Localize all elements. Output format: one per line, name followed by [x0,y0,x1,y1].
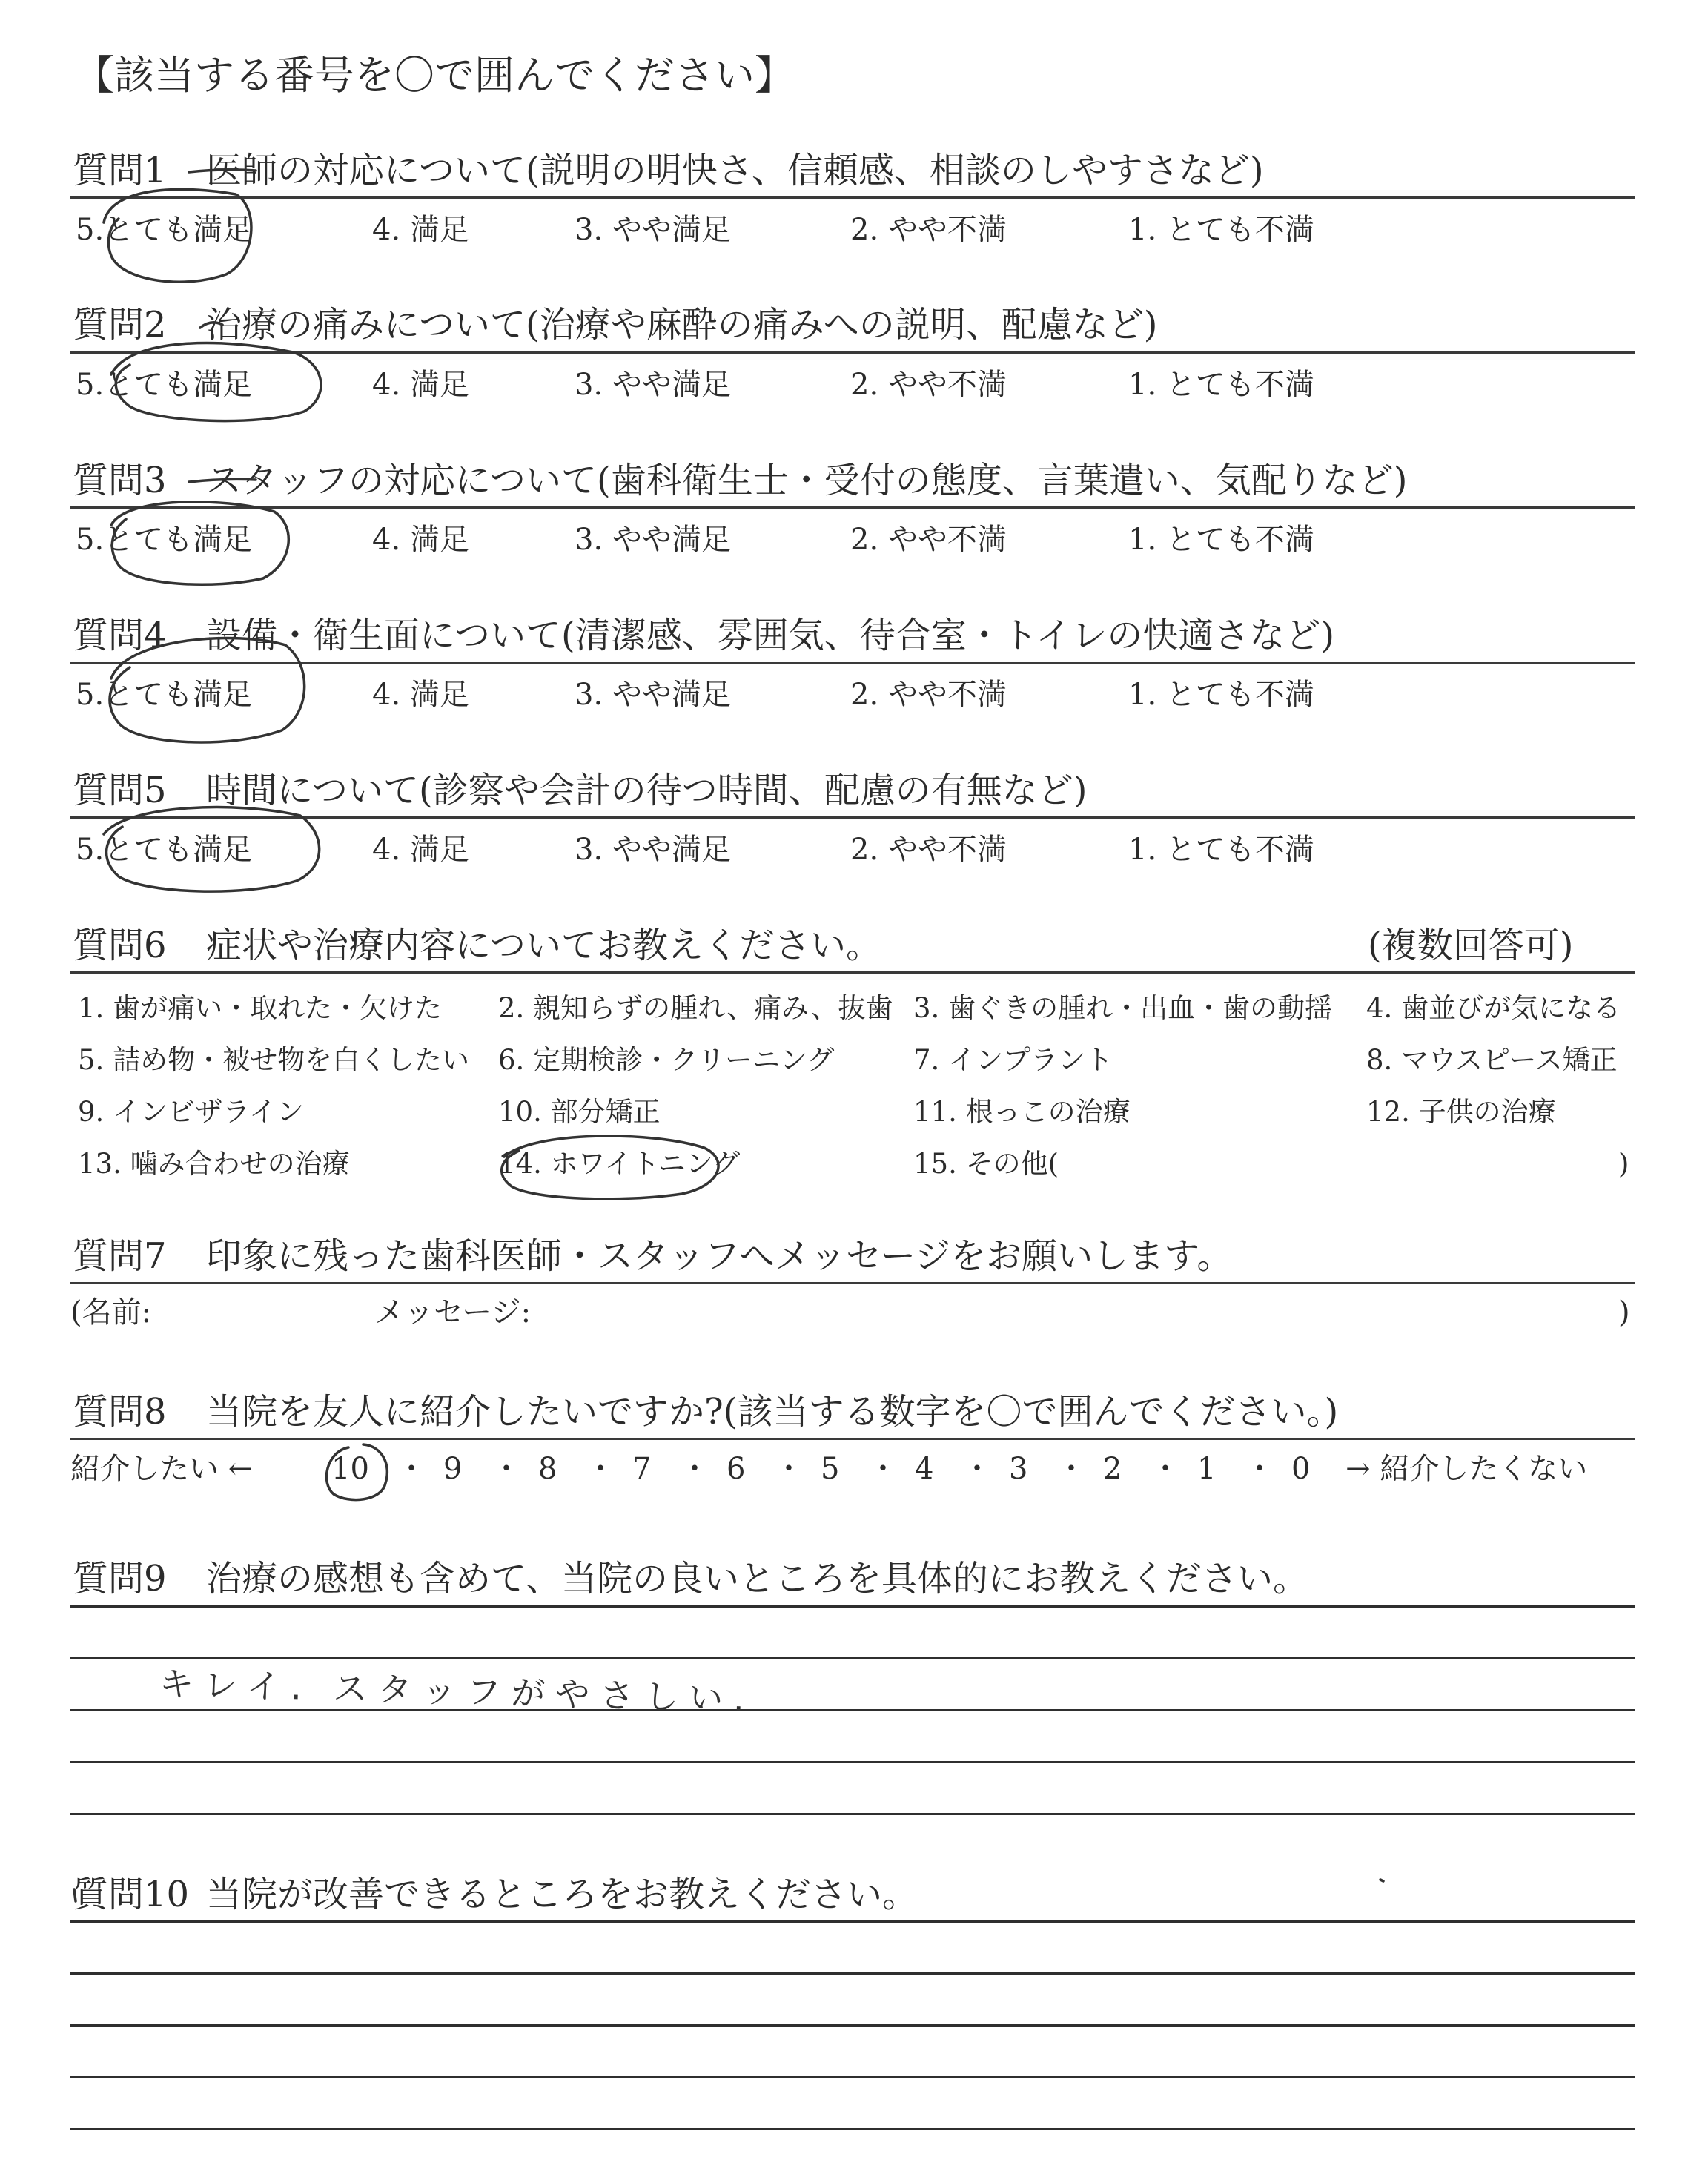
question-text: 症状や治療内容についてお教えください。 [206,925,882,966]
question-text: 時間について(診察や会計の待つ時間、配慮の有無など) [206,770,1088,811]
question-label: 質問8 [73,1391,167,1433]
scale-separator: ・ [680,1452,709,1486]
symptom-option[interactable]: 3. 歯ぐきの腫れ・出血・歯の動揺 [913,992,1333,1024]
writing-line [70,1972,1635,1975]
option-4[interactable]: 4. 満足 [372,833,469,867]
symptom-option[interactable]: 6. 定期検診・クリーニング [498,1044,835,1076]
option-1[interactable]: 1. とても不満 [1128,833,1314,867]
scale-10[interactable]: 10 [331,1452,369,1486]
question-text: 設備・衛生面について(清潔感、雰囲気、待合室・トイレの快適さなど) [206,615,1335,656]
scale-8[interactable]: 8 [538,1452,557,1486]
option-4[interactable]: 4. 満足 [372,523,469,557]
writing-line [70,2024,1635,2027]
writing-line [70,1813,1635,1815]
divider [70,1438,1635,1440]
option-2[interactable]: 2. やや不満 [850,833,1007,867]
writing-line [70,1761,1635,1763]
scale-separator: ・ [397,1452,426,1486]
stray-mark [1380,1880,1383,1881]
form-header: 【該当する番号を〇で囲んでください】 [74,52,795,99]
option-3[interactable]: 3. やや満足 [575,523,731,557]
option-3[interactable]: 3. やや満足 [575,213,731,247]
handwritten-answer[interactable]: キレイ. スタッフがやさしい. [159,1663,755,1720]
option-1[interactable]: 1. とても不満 [1128,213,1314,247]
scale-separator: ・ [1245,1452,1274,1486]
divider [70,506,1635,509]
question-text: 印象に残った歯科医師・スタッフへメッセージをお願いします。 [206,1235,1233,1277]
option-1[interactable]: 1. とても不満 [1128,678,1314,712]
option-5[interactable]: 5.とても満足 [76,833,253,867]
question-label: 質問6 [73,925,167,966]
divider [70,662,1635,664]
message-close-paren: ) [1618,1295,1630,1330]
multiple-answers-note: (複数回答可) [1368,925,1574,966]
symptom-option[interactable]: 8. マウスピース矯正 [1366,1044,1618,1076]
message-field-label: メッセージ: [374,1295,532,1330]
symptom-option[interactable]: 5. 詰め物・被せ物を白くしたい [78,1044,470,1076]
divider [70,196,1635,199]
option-1[interactable]: 1. とても不満 [1128,368,1314,402]
scale-separator: ・ [491,1452,521,1486]
question-text: 治療の痛みについて(治療や麻酔の痛みへの説明、配慮など) [206,304,1158,346]
scale-6[interactable]: 6 [726,1452,746,1486]
writing-line [70,2128,1635,2130]
question-label: 質問10 [73,1874,190,1915]
option-5[interactable]: 5.とても満足 [76,213,253,247]
question-label: 質問9 [73,1558,167,1599]
scale-7[interactable]: 7 [632,1452,652,1486]
option-4[interactable]: 4. 満足 [372,368,469,402]
question-text: スタッフの対応について(歯科衛生士・受付の態度、言葉遣い、気配りなど) [206,460,1408,501]
question-text: 医師の対応について(説明の明快さ、信頼感、相談のしやすさなど) [206,150,1264,191]
symptom-option[interactable]: 11. 根っこの治療 [913,1096,1131,1128]
writing-line [70,1920,1635,1923]
question-label: 質問5 [73,770,167,811]
option-2[interactable]: 2. やや不満 [850,678,1007,712]
scale-separator: ・ [1151,1452,1180,1486]
option-4[interactable]: 4. 満足 [372,678,469,712]
question-label: 質問3 [73,460,167,501]
recommend-left-label: 紹介したい ← [70,1452,254,1486]
scale-0[interactable]: 0 [1291,1452,1311,1486]
symptom-option[interactable]: 13. 噛み合わせの治療 [78,1148,350,1180]
scale-5[interactable]: 5 [821,1452,840,1486]
scale-2[interactable]: 2 [1103,1452,1122,1486]
question-text: 治療の感想も含めて、当院の良いところを具体的にお教えください。 [206,1558,1309,1599]
name-field-label: (名前: [70,1295,152,1330]
option-5[interactable]: 5.とても満足 [76,678,253,712]
symptom-option-selected[interactable]: 14. ホワイトニング [498,1148,741,1180]
scale-separator: ・ [774,1452,804,1486]
question-text: 当院が改善できるところをお教えください。 [206,1874,918,1915]
symptom-option[interactable]: 12. 子供の治療 [1366,1096,1556,1128]
other-close-paren: ) [1618,1148,1629,1180]
option-2[interactable]: 2. やや不満 [850,523,1007,557]
option-2[interactable]: 2. やや不満 [850,368,1007,402]
divider [70,1282,1635,1284]
scale-4[interactable]: 4 [915,1452,934,1486]
symptom-option[interactable]: 9. インビザライン [78,1096,304,1128]
scale-separator: ・ [1056,1452,1086,1486]
symptom-option[interactable]: 1. 歯が痛い・取れた・欠けた [78,992,443,1024]
writing-line [70,2076,1635,2078]
divider [70,816,1635,819]
option-5[interactable]: 5.とても満足 [76,523,253,557]
symptom-option[interactable]: 2. 親知らずの腫れ、痛み、抜歯 [498,992,893,1024]
writing-line [70,1605,1635,1608]
symptom-option[interactable]: 10. 部分矯正 [498,1096,661,1128]
scale-9[interactable]: 9 [443,1452,463,1486]
symptom-option-other[interactable]: 15. その他( [913,1148,1059,1180]
symptom-option[interactable]: 4. 歯並びが気になる [1366,992,1621,1024]
option-3[interactable]: 3. やや満足 [575,833,731,867]
scale-3[interactable]: 3 [1009,1452,1028,1486]
question-label: 質問1 [73,150,167,191]
symptom-option[interactable]: 7. インプラント [913,1044,1113,1076]
scale-separator: ・ [586,1452,615,1486]
divider [70,351,1635,354]
scale-separator: ・ [868,1452,898,1486]
question-label: 質問7 [73,1235,167,1277]
option-3[interactable]: 3. やや満足 [575,368,731,402]
scale-separator: ・ [962,1452,992,1486]
question-label: 質問2 [73,304,167,346]
writing-line [70,1657,1635,1659]
question-text: 当院を友人に紹介したいですか?(該当する数字を〇で囲んでください。) [206,1391,1339,1433]
scale-1[interactable]: 1 [1197,1452,1217,1486]
option-1[interactable]: 1. とても不満 [1128,523,1314,557]
recommend-right-label: → 紹介したくない [1345,1452,1588,1486]
option-4[interactable]: 4. 満足 [372,213,469,247]
option-2[interactable]: 2. やや不満 [850,213,1007,247]
option-3[interactable]: 3. やや満足 [575,678,731,712]
divider [70,971,1635,974]
question-label: 質問4 [73,615,167,656]
option-5[interactable]: 5.とても満足 [76,368,253,402]
